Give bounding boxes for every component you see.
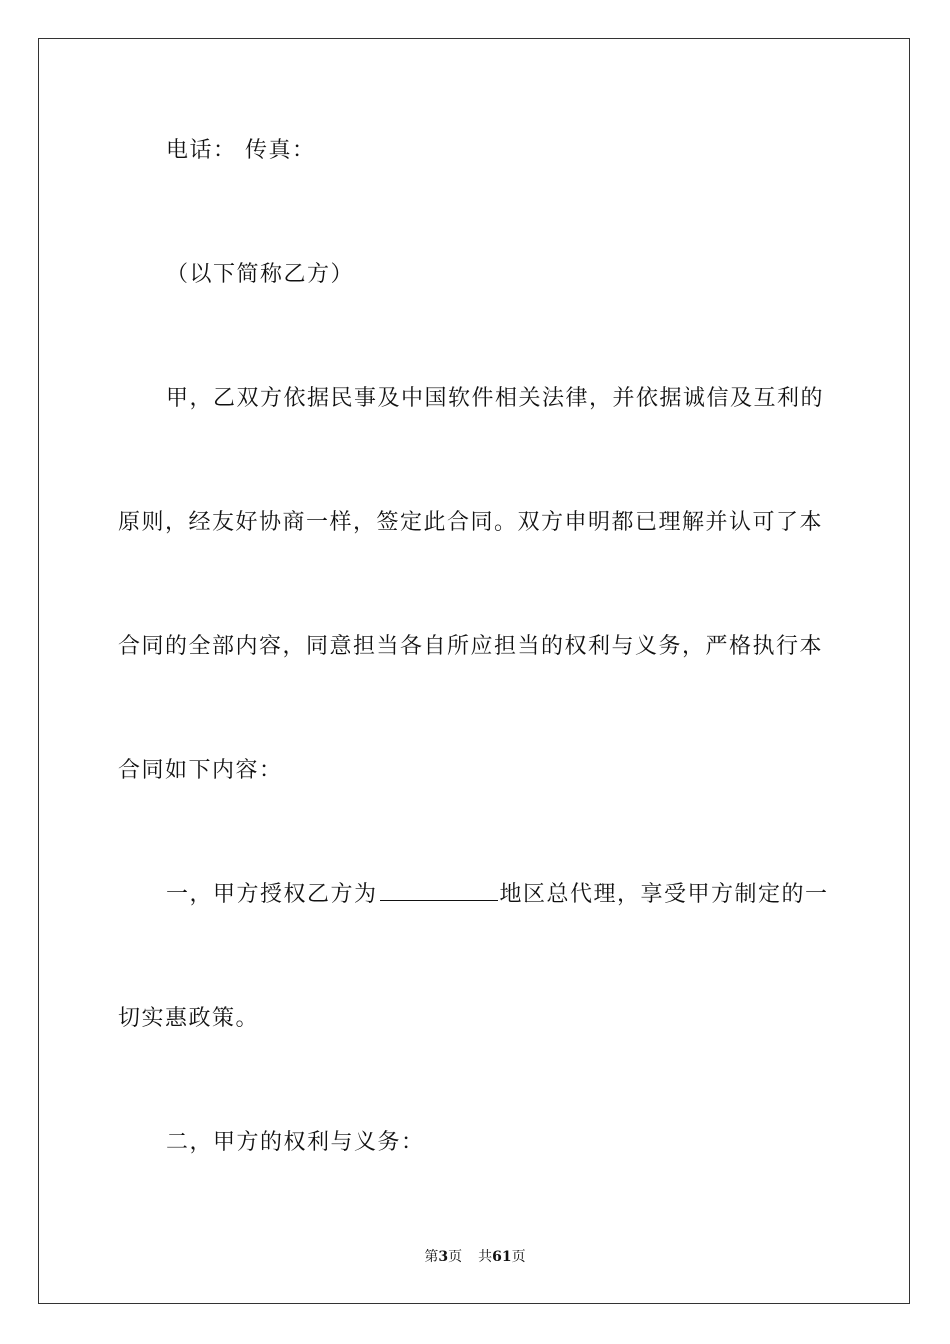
footer-total-prefix: 共 — [478, 1249, 493, 1265]
contact-line: 电话： 传真： — [166, 138, 316, 163]
paragraph-line: 切实惠政策。 — [118, 1006, 260, 1031]
clause-one-text-before: 一，甲方授权乙方为 — [166, 882, 378, 907]
clause-one-text-after: 地区总代理，享受甲方制定的一 — [499, 882, 829, 907]
footer-page-suffix: 页 — [448, 1249, 463, 1265]
clause-one-line — [166, 880, 829, 910]
paragraph-line: 原则，经友好协商一样，签定此合同。双方申明都已理解并认可了本 — [118, 510, 824, 535]
page-footer — [0, 1247, 950, 1267]
paragraph-line: 甲，乙双方依据民事及中国软件相关法律，并依据诚信及互利的 — [166, 386, 825, 411]
paragraph-line: 合同如下内容： — [118, 758, 283, 783]
footer-total-suffix: 页 — [511, 1249, 526, 1265]
footer-total-pages: 61 — [492, 1249, 512, 1265]
page-border — [38, 38, 910, 1304]
footer-page-number: 3 — [438, 1249, 449, 1265]
region-blank-field[interactable] — [380, 882, 498, 901]
paragraph-line: 合同的全部内容，同意担当各自所应担当的权利与义务，严格执行本 — [118, 634, 824, 659]
party-b-note: （以下简称乙方） — [166, 262, 355, 287]
clause-two-heading: 二，甲方的权利与义务： — [166, 1130, 425, 1155]
footer-page-prefix: 第 — [424, 1249, 439, 1265]
